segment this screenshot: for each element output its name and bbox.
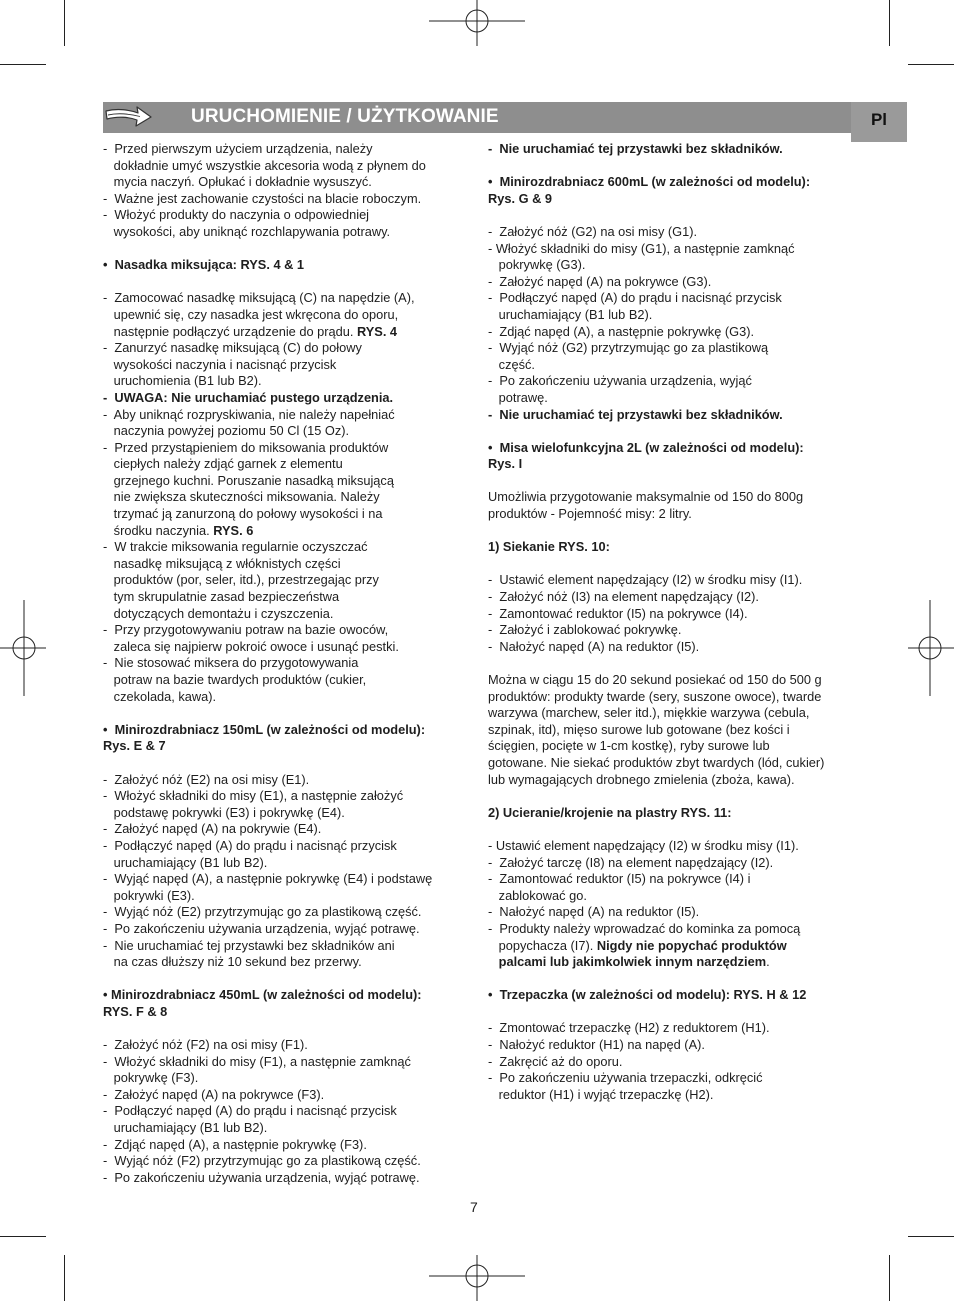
text-line — [488, 357, 854, 374]
text-segment: - Ustawić element napędzający (I2) w środku misy (I1). — [488, 837, 799, 853]
text-line — [488, 921, 854, 938]
text-line — [103, 539, 465, 556]
text-segment: pokrywki (E3). — [103, 887, 195, 903]
text-segment: nasadkę miksującą z włóknistych części — [103, 555, 341, 571]
text-line — [103, 158, 465, 175]
text-line — [488, 871, 854, 888]
text-segment: - Założyć nóż (G2) na osi misy (G1). — [488, 223, 698, 239]
text-line — [488, 539, 854, 556]
text-segment: Umożliwia przygotowanie maksymalnie od 150 do 800g — [488, 489, 804, 505]
text-line — [488, 705, 854, 722]
text-line — [488, 556, 854, 573]
text-line — [103, 241, 465, 258]
text-line — [488, 722, 854, 739]
text-segment: - Zmontować trzepaczkę (H2) z reduktorem (H1). — [488, 1020, 770, 1036]
text-line — [488, 324, 854, 341]
text-segment: Można w ciągu 15 do 20 sekund posiekać od 150 do 500 g — [488, 672, 822, 687]
bold-text: Rys. G & 9 — [488, 190, 553, 206]
registration-mark-left — [0, 600, 46, 696]
text-segment: - Nałożyć napęd (A) na reduktor (I5). — [488, 904, 700, 920]
text-segment: - Włożyć produkty do naczynia o odpowiedniej — [103, 207, 370, 223]
text-line — [488, 888, 854, 905]
text-segment: produktów: produkty twarde (sery, suszone owoce), twarde — [488, 688, 822, 704]
bold-text: - Nie uruchamiać tej przystawki bez składników. — [488, 141, 783, 156]
text-line — [103, 1153, 465, 1170]
text-line — [488, 606, 854, 623]
registration-mark-right — [908, 600, 954, 696]
text-line — [488, 141, 854, 158]
bold-text: Rys. E & 7 — [103, 738, 166, 754]
text-line — [103, 1037, 465, 1054]
text-segment: - Zdjąć napęd (A), a następnie pokrywkę (F3). — [103, 1136, 367, 1152]
text-line — [488, 855, 854, 872]
text-line — [488, 1020, 854, 1037]
bold-text: RYS. 4 — [356, 323, 398, 339]
text-segment: nie zwiększa skuteczności miksowania. Należy — [103, 489, 380, 505]
text-segment: ścięgien, pocięte w 1-cm kostkę), ryby surowe lub — [488, 738, 770, 754]
text-line — [488, 1037, 854, 1054]
bold-text: • Nasadka miksująca: RYS. 4 & 1 — [103, 257, 305, 273]
bold-text: 2) Ucieranie/krojenie na plastry RYS. 11: — [488, 804, 732, 820]
text-line — [488, 158, 854, 175]
text-line — [488, 1004, 854, 1021]
text-line — [103, 589, 465, 606]
text-line — [103, 307, 465, 324]
language-tab: Pl — [851, 102, 907, 142]
text-line — [103, 572, 465, 589]
text-line — [103, 722, 465, 739]
bold-text: • Minirozdrabniacz 600mL (w zależności od modelu): — [488, 174, 811, 190]
text-segment: - Wyjąć nóż (G2) przytrzymując go za plastikową — [488, 340, 769, 356]
text-segment: dotyczących demontażu i czyszczenia. — [103, 605, 334, 621]
text-line — [488, 257, 854, 274]
text-line — [103, 1103, 465, 1120]
crop-mark-bottom-right-h — [908, 1236, 954, 1237]
text-segment: . — [766, 954, 770, 970]
text-line — [103, 888, 465, 905]
text-segment: - Nałożyć reduktor (H1) na napęd (A). — [488, 1037, 705, 1053]
text-line — [103, 921, 465, 938]
text-line — [488, 1070, 854, 1087]
right-column — [488, 141, 854, 1103]
text-segment: grzejnego kuchni. Poruszanie nasadką miksującą — [103, 472, 394, 488]
text-segment: - Włożyć składniki do misy (F1), a następnie zamknąć — [103, 1053, 411, 1069]
text-line — [103, 755, 465, 772]
text-line — [488, 290, 854, 307]
crop-mark-bottom-left-h — [0, 1236, 46, 1237]
text-line — [103, 340, 465, 357]
text-line — [103, 639, 465, 656]
text-segment: - Wyjąć napęd (A), a następnie pokrywkę (E4) i podstawę — [103, 871, 433, 887]
text-segment: - Aby uniknąć rozpryskiwania, nie należy napełniać — [103, 406, 395, 422]
text-segment: - Podłączyć napęd (A) do prądu i nacisnąć przycisk — [103, 837, 397, 853]
text-segment: ciepłych należy zdjąć garnek z elementu — [103, 456, 343, 472]
text-line — [488, 772, 854, 789]
text-line — [103, 489, 465, 506]
text-segment: - Przed pierwszym użyciem urządzenia, należy — [103, 141, 373, 156]
text-line — [103, 456, 465, 473]
text-line — [488, 821, 854, 838]
text-segment: lub wymagających drobnego zmielenia (zboża, kawa). — [488, 771, 795, 787]
text-segment: - Nałożyć napęd (A) na reduktor (I5). — [488, 638, 700, 654]
crop-mark-top-left-v — [64, 0, 65, 46]
bold-text: • Misa wielofunkcyjna 2L (w zależności od modelu): — [488, 439, 804, 455]
text-segment: produktów (por, seler, itd.), przestrzegając przy — [103, 572, 379, 588]
bold-text: RYS. F & 8 — [103, 1003, 168, 1019]
text-segment: zablokować go. — [488, 887, 587, 903]
text-line — [103, 655, 465, 672]
page-number: 7 — [470, 1199, 478, 1215]
text-segment: - Włożyć składniki do misy (G1), a następnie zamknąć — [488, 240, 795, 256]
text-segment: czekolada, kawa). — [103, 688, 217, 704]
text-line — [488, 523, 854, 540]
text-segment: - Przy przygotowywaniu potraw na bazie owoców, — [103, 622, 389, 638]
text-line — [488, 307, 854, 324]
text-segment: upewnić się, czy nasadka jest wkręcona do oporu, — [103, 306, 399, 322]
text-segment: na czas dłuższy niż 10 sekund bez przerwy. — [103, 954, 362, 970]
text-segment: - Zamontować reduktor (I5) na pokrywce (I4). — [488, 605, 748, 621]
text-segment: - Ważne jest zachowanie czystości na blacie roboczym. — [103, 190, 422, 206]
bold-text: Rys. I — [488, 456, 523, 472]
text-segment: część. — [488, 356, 535, 372]
crop-mark-top-right-v — [889, 0, 890, 46]
text-line — [103, 290, 465, 307]
text-segment: - Po zakończeniu używania urządzenia, wyjąć — [488, 373, 752, 389]
text-line — [103, 357, 465, 374]
text-line — [488, 987, 854, 1004]
text-line — [488, 755, 854, 772]
text-segment: - Po zakończeniu używania urządzenia, wyjąć potrawę. — [103, 920, 420, 936]
text-segment: produktów - Pojemność misy: 2 litry. — [488, 506, 692, 522]
text-line — [103, 855, 465, 872]
text-line — [103, 672, 465, 689]
text-line — [103, 523, 465, 540]
text-segment: tym skrupulatnie zasad bezpieczeństwa — [103, 589, 340, 605]
text-line — [488, 738, 854, 755]
bold-text: • Trzepaczka (w zależności od modelu): RYS. H & 12 — [488, 987, 807, 1003]
text-line — [103, 224, 465, 241]
crop-mark-bottom-right-v — [889, 1255, 890, 1301]
text-segment: mycia naczyń. Opłukać i dokładnie wysuszyć. — [103, 174, 372, 190]
text-segment: trzymać ją zanurzoną do połowy wysokości i na — [103, 506, 383, 522]
text-line — [103, 324, 465, 341]
text-line — [103, 191, 465, 208]
text-line — [488, 407, 854, 424]
text-segment: - Założyć napęd (A) na pokrywie (E4). — [103, 821, 322, 837]
text-segment: - Założyć i zablokować pokrywkę. — [488, 622, 682, 638]
text-line — [103, 1170, 465, 1187]
text-segment: - Włożyć składniki do misy (E1), a następnie założyć — [103, 788, 404, 804]
arrow-right-icon — [104, 104, 154, 130]
text-line — [103, 705, 465, 722]
text-line — [103, 788, 465, 805]
text-line — [103, 738, 465, 755]
crop-mark-top-left-h — [0, 64, 46, 65]
text-line — [103, 174, 465, 191]
text-line — [103, 1087, 465, 1104]
text-line — [103, 1070, 465, 1087]
text-line — [103, 954, 465, 971]
text-line — [488, 938, 854, 955]
text-line — [488, 1054, 854, 1071]
text-segment: reduktor (H1) i wyjąć trzepaczkę (H2). — [488, 1086, 714, 1102]
text-segment: - Zdjąć napęd (A), a następnie pokrywkę (G3). — [488, 323, 755, 339]
text-segment: naczynia powyżej poziomu 50 Cl (15 Oz). — [103, 423, 350, 439]
text-segment: popychacza (I7). — [488, 937, 597, 953]
text-segment: następnie podłączyć urządzenie do prądu. — [103, 323, 357, 339]
bold-text: - UWAGA: Nie uruchamiać pustego urządzenia. — [103, 389, 394, 405]
text-line — [103, 373, 465, 390]
text-line — [488, 655, 854, 672]
text-segment: warzywa (marchew, seler itd.), miękkie warzywa (cebula, — [488, 705, 810, 721]
text-line — [488, 390, 854, 407]
text-segment: uruchomienia (B1 lub B2). — [103, 373, 262, 389]
registration-mark-top — [429, 0, 525, 46]
text-segment: - Założyć napęd (A) na pokrywce (G3). — [488, 273, 712, 289]
text-segment: - Zakręcić aż do oporu. — [488, 1053, 623, 1069]
text-line — [103, 407, 465, 424]
text-line — [103, 390, 465, 407]
text-segment: pokrywkę (G3). — [488, 257, 586, 273]
text-line — [103, 622, 465, 639]
text-line — [103, 772, 465, 789]
text-segment: - Wyjąć nóż (F2) przytrzymując go za plastikową część. — [103, 1153, 421, 1169]
registration-mark-bottom — [429, 1255, 525, 1301]
text-segment: - Podłączyć napęd (A) do prądu i nacisnąć przycisk — [103, 1103, 397, 1119]
text-line — [103, 1004, 465, 1021]
text-line — [103, 506, 465, 523]
text-segment: szpinak, itd), mięso surowe lub gotowane (bez kości i — [488, 721, 790, 737]
text-line — [488, 788, 854, 805]
text-line — [488, 971, 854, 988]
bold-text: 1) Siekanie RYS. 10: — [488, 539, 610, 555]
text-segment: pokrywkę (F3). — [103, 1070, 199, 1086]
text-line — [488, 191, 854, 208]
text-segment: - Zamontować reduktor (I5) na pokrywce (I4) i — [488, 871, 751, 887]
text-line — [103, 904, 465, 921]
text-line — [488, 639, 854, 656]
text-segment: - Założyć nóż (I3) na element napędzający (I2). — [488, 589, 759, 605]
text-line — [488, 373, 854, 390]
text-segment: - Zamocować nasadkę miksującą (C) na napędzie (A), — [103, 290, 415, 306]
text-line — [488, 440, 854, 457]
text-segment: - Założyć nóż (E2) na osi misy (E1). — [103, 771, 310, 787]
text-segment: uruchamiający (B1 lub B2). — [488, 306, 653, 322]
bold-text: Nigdy nie popychać produktów — [596, 937, 787, 953]
text-line — [488, 589, 854, 606]
text-line — [103, 141, 465, 158]
text-line — [103, 1020, 465, 1037]
text-line — [488, 456, 854, 473]
text-segment: gotowane. Nie siekać produktów zbyt twardych (lód, cukier) — [488, 754, 825, 770]
text-segment: potrawę. — [488, 389, 548, 405]
text-segment: - Ustawić element napędzający (I2) w środku misy (I1). — [488, 572, 803, 588]
bold-text: RYS. 6 — [213, 522, 254, 538]
text-line — [103, 838, 465, 855]
text-segment: - Produkty należy wprowadzać do kominka za pomocą — [488, 920, 801, 936]
text-segment: - Przed przystąpieniem do miksowania produktów — [103, 439, 389, 455]
text-line — [488, 622, 854, 639]
text-segment: - Wyjąć nóż (E2) przytrzymując go za plastikową część. — [103, 904, 422, 920]
text-line — [103, 987, 465, 1004]
text-segment: - Nie stosować miksera do przygotowywania — [103, 655, 359, 671]
text-line — [103, 821, 465, 838]
text-segment: podstawę pokrywki (E3) i pokrywkę (E4). — [103, 804, 345, 820]
text-line — [103, 1054, 465, 1071]
section-title: URUCHOMIENIE / UŻYTKOWANIE — [191, 106, 499, 127]
text-line — [103, 473, 465, 490]
text-line — [488, 904, 854, 921]
text-segment: uruchamiający (B1 lub B2). — [103, 1120, 268, 1136]
text-line — [488, 489, 854, 506]
text-segment: potraw na bazie twardych produktów (cukier, — [103, 672, 367, 687]
text-line — [103, 606, 465, 623]
crop-mark-bottom-left-v — [64, 1255, 65, 1301]
text-line — [488, 174, 854, 191]
text-segment: - Zanurzyć nasadkę miksującą (C) do połowy — [103, 340, 362, 356]
bold-text: • Minirozdrabniacz 450mL (w zależności od modelu): — [103, 987, 422, 1003]
text-line — [103, 938, 465, 955]
text-line — [488, 954, 854, 971]
text-line — [103, 1137, 465, 1154]
text-segment: dokładnie umyć wszystkie akcesoria wodą z płynem do — [103, 157, 426, 173]
left-column — [103, 141, 465, 1186]
text-line — [103, 871, 465, 888]
text-segment: uruchamiający (B1 lub B2). — [103, 854, 268, 870]
text-line — [103, 440, 465, 457]
text-line — [103, 257, 465, 274]
text-line — [488, 805, 854, 822]
crop-mark-top-right-h — [908, 64, 954, 65]
text-line — [488, 340, 854, 357]
text-segment: - Po zakończeniu używania urządzenia, wyjąć potrawę. — [103, 1169, 420, 1185]
text-line — [103, 423, 465, 440]
text-segment: wysokości, aby uniknąć rozchlapywania potrawy. — [103, 223, 391, 239]
text-line — [103, 207, 465, 224]
text-line — [103, 805, 465, 822]
text-segment: zaleca się najpierw pokroić owoce i usunąć pestki. — [103, 638, 399, 654]
text-segment: środku naczynia. — [103, 522, 214, 538]
text-line — [488, 672, 854, 689]
text-line — [488, 506, 854, 523]
bold-text: - Nie uruchamiać tej przystawki bez składników. — [488, 406, 783, 422]
bold-text: palcami lub jakimkolwiek innym narzędziem — [488, 954, 767, 970]
text-line — [488, 207, 854, 224]
text-line — [103, 274, 465, 291]
text-line — [488, 1087, 854, 1104]
text-segment: - Założyć nóż (F2) na osi misy (F1). — [103, 1037, 308, 1053]
text-segment: wysokości naczynia i nacisnąć przycisk — [103, 356, 337, 372]
text-line — [488, 572, 854, 589]
text-segment: - Podłączyć napęd (A) do prądu i nacisnąć przycisk — [488, 290, 782, 306]
text-line — [488, 274, 854, 291]
text-segment: - W trakcie miksowania regularnie oczyszczać — [103, 539, 368, 555]
text-segment: - Po zakończeniu używania trzepaczki, odkręcić — [488, 1070, 763, 1086]
bold-text: • Minirozdrabniacz 150mL (w zależności od modelu): — [103, 721, 426, 737]
text-segment: - Założyć tarczę (I8) na element napędzający (I2). — [488, 854, 774, 870]
text-line — [488, 241, 854, 258]
text-line — [488, 423, 854, 440]
text-line — [488, 838, 854, 855]
text-line — [103, 556, 465, 573]
text-segment: - Założyć napęd (A) na pokrywce (F3). — [103, 1086, 325, 1102]
text-line — [103, 1120, 465, 1137]
text-segment: - Nie uruchamiać tej przystawki bez składników ani — [103, 937, 395, 953]
text-line — [488, 224, 854, 241]
text-line — [488, 473, 854, 490]
text-line — [488, 689, 854, 706]
text-line — [103, 971, 465, 988]
text-line — [103, 689, 465, 706]
